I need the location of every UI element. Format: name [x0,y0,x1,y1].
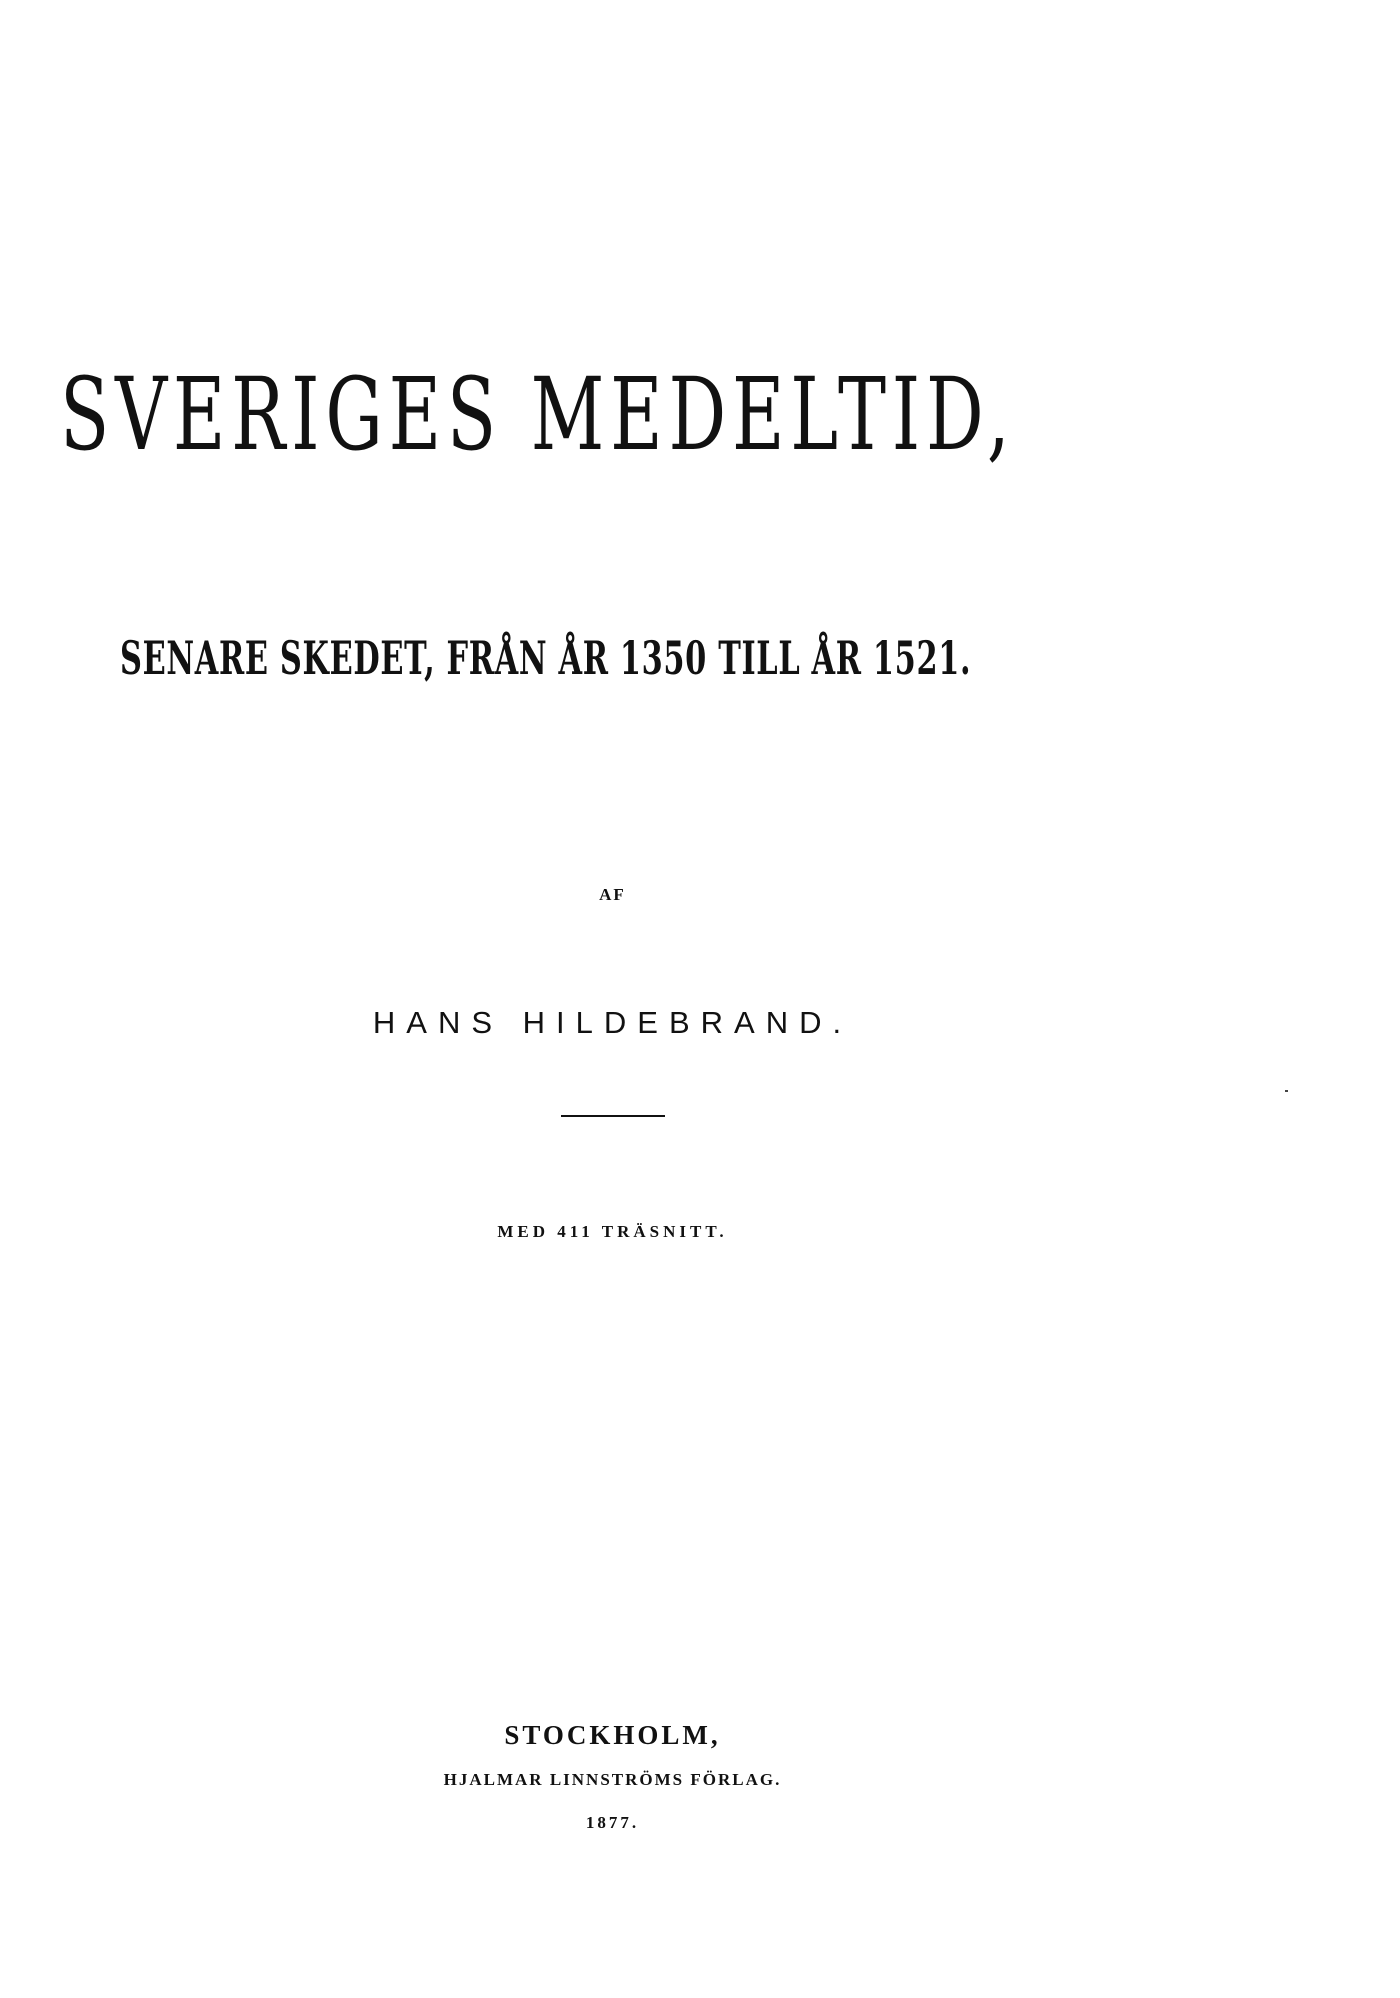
author-name: HANS HILDEBRAND. [372,1005,853,1040]
illustrations-note: MED 411 TRÄSNITT. [497,1222,728,1241]
book-title: SVERIGES MEDELTID, [60,356,1016,473]
publication-year: 1877. [585,1813,640,1832]
divider-rule [561,1115,665,1117]
book-subtitle: SENARE SKEDET, FRÅN ÅR 1350 TILL ÅR 1521. [120,631,972,685]
by-line: AF [599,885,626,904]
print-speck [1285,1090,1288,1092]
publisher-name: HJALMAR LINNSTRÖMS FÖRLAG. [443,1770,782,1789]
publication-place: STOCKHOLM, [504,1720,721,1750]
